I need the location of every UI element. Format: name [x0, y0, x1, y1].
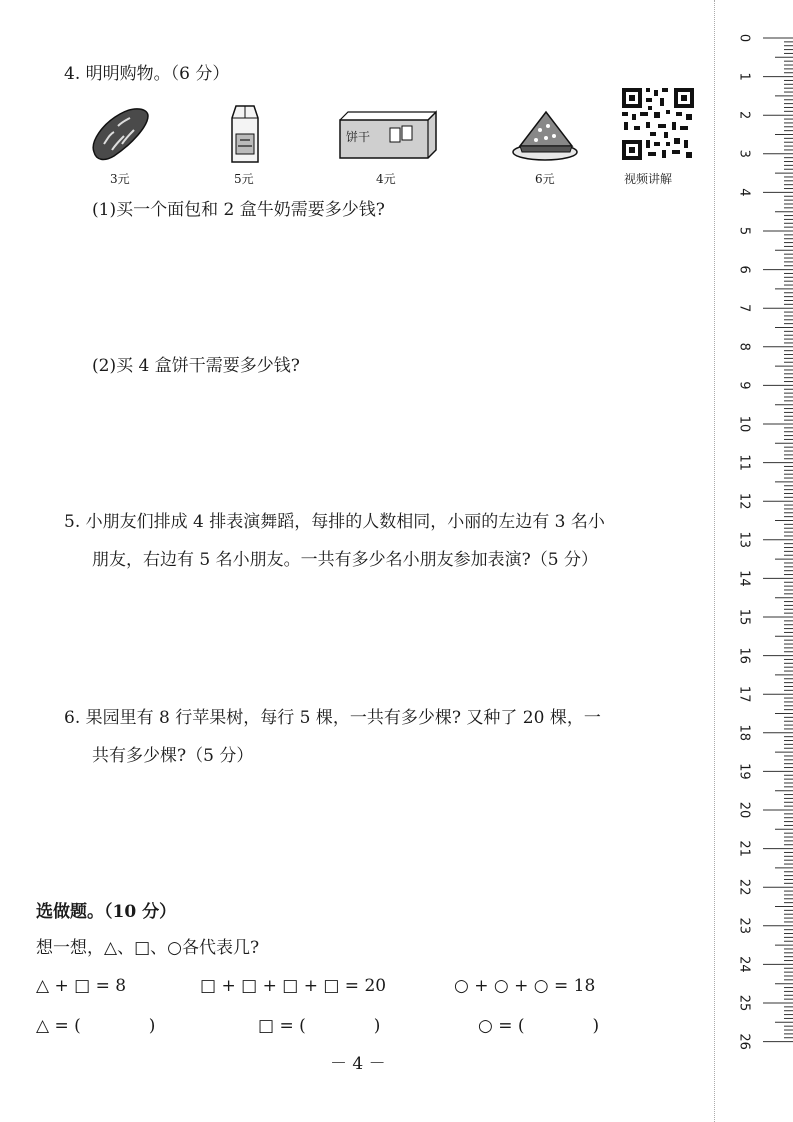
q5-line2: 朋友，右边有 5 名小朋友。一共有多少名小朋友参加表演?（5 分） — [92, 550, 598, 570]
ruler-label: 25 — [736, 994, 752, 1012]
ruler-label: 4 — [736, 188, 752, 197]
ruler-label: 20 — [736, 801, 752, 819]
ruler-label: 13 — [736, 531, 752, 549]
equation-2: □ + □ + □ + □ = 20 — [200, 976, 387, 996]
ruler-label: 0 — [736, 33, 752, 43]
ruler-label: 18 — [736, 724, 752, 742]
ruler-label: 11 — [736, 454, 752, 471]
bread-price: 3元 — [110, 172, 130, 186]
biscuit-box-label: 饼干 — [346, 130, 371, 144]
biscuit-price: 4元 — [376, 172, 396, 186]
ruler-label: 15 — [736, 608, 752, 626]
ruler-label: 12 — [736, 492, 752, 510]
ruler-label: 7 — [736, 304, 752, 313]
ruler-label: 6 — [736, 265, 752, 274]
q6-line1: 6. 果园里有 8 行苹果树，每行 5 棵，一共有多少棵? 又种了 20 棵，一 — [64, 708, 601, 728]
q4-sub1: (1)买一个面包和 2 盒牛奶需要多少钱? — [92, 200, 385, 220]
optional-title: 选做题。（10 分） — [36, 902, 177, 922]
ruler-label: 14 — [736, 570, 752, 587]
ruler-label: 26 — [736, 1033, 752, 1050]
ruler-label: 22 — [736, 878, 752, 896]
milk-price: 5元 — [234, 172, 254, 186]
answer-circle: ○ = ( ) — [478, 1016, 600, 1036]
margin-divider — [714, 0, 715, 1122]
qr-caption: 视频讲解 — [624, 172, 673, 186]
ruler-label: 24 — [736, 956, 752, 973]
qr-code-icon[interactable] — [620, 86, 696, 162]
ruler-label: 17 — [736, 685, 752, 703]
ruler-label: 1 — [736, 72, 752, 81]
cake-slice-icon — [510, 108, 580, 162]
ruler-label: 23 — [736, 917, 752, 935]
ruler-label: 8 — [736, 342, 752, 351]
ruler — [722, 0, 793, 1070]
ruler-label: 2 — [736, 111, 752, 120]
ruler-label: 10 — [736, 415, 752, 433]
ruler-label: 5 — [736, 226, 752, 236]
answer-triangle: △ = ( ) — [36, 1016, 156, 1036]
cake-price: 6元 — [535, 172, 555, 186]
ruler-label: 19 — [736, 763, 752, 780]
answer-square: □ = ( ) — [258, 1016, 381, 1036]
q4-title: 4. 明明购物。（6 分） — [64, 64, 230, 84]
page-number: － 4 － — [330, 1054, 386, 1074]
ruler-label: 9 — [736, 381, 752, 390]
equation-1: △ + □ = 8 — [36, 976, 127, 996]
bread-icon — [88, 104, 152, 164]
ruler-label: 3 — [736, 149, 752, 158]
optional-prompt: 想一想，△、□、○各代表几? — [36, 938, 260, 958]
ruler-label: 21 — [736, 840, 752, 857]
q6-line2: 共有多少棵?（5 分） — [92, 746, 254, 766]
ruler-label: 16 — [736, 647, 752, 664]
equation-3: ○ + ○ + ○ = 18 — [454, 976, 596, 996]
q4-sub2: (2)买 4 盒饼干需要多少钱? — [92, 356, 300, 376]
q5-line1: 5. 小朋友们排成 4 排表演舞蹈，每排的人数相同，小丽的左边有 3 名小 — [64, 512, 605, 532]
milk-carton-icon — [228, 104, 264, 164]
